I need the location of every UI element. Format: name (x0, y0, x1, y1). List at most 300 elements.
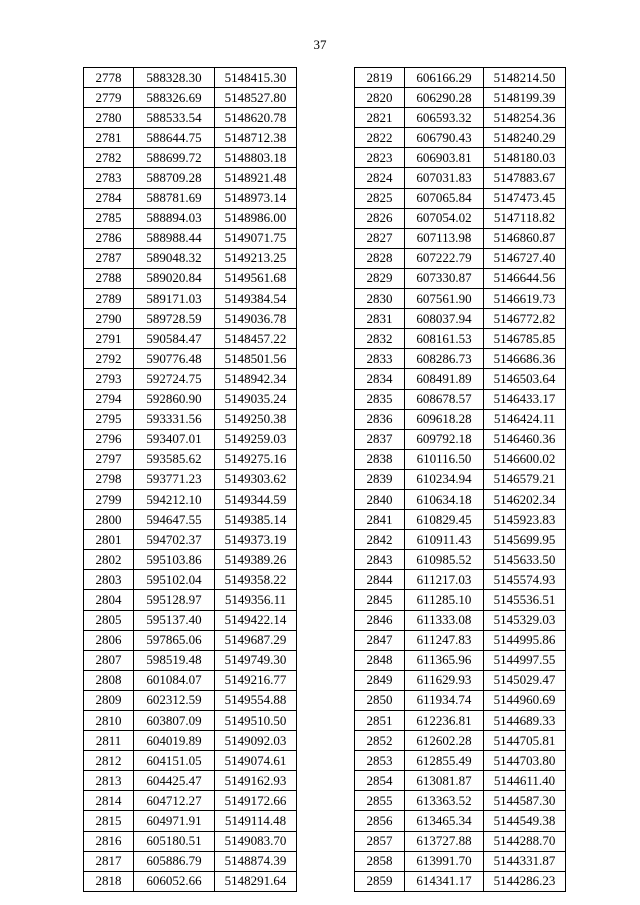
table-row (355, 851, 566, 871)
y-coordinate-cell: 5149162.93 (215, 771, 297, 791)
table-row (84, 670, 297, 690)
point-number-cell: 2796 (84, 429, 134, 449)
point-number-cell: 2844 (355, 570, 405, 590)
table-row (355, 389, 566, 409)
point-number-cell: 2829 (355, 268, 405, 288)
x-coordinate-cell: 590776.48 (134, 349, 215, 369)
table-row (84, 650, 297, 670)
y-coordinate-cell: 5148942.34 (215, 369, 297, 389)
point-number-cell: 2830 (355, 289, 405, 309)
point-number-cell: 2788 (84, 268, 134, 288)
table-row (355, 268, 566, 288)
table-row (84, 168, 297, 188)
x-coordinate-cell: 592860.90 (134, 389, 215, 409)
x-coordinate-cell: 588894.03 (134, 208, 215, 228)
table-row (84, 510, 297, 530)
y-coordinate-cell: 5148501.56 (215, 349, 297, 369)
x-coordinate-cell: 589171.03 (134, 289, 215, 309)
x-coordinate-cell: 602312.59 (134, 690, 215, 710)
y-coordinate-cell: 5148874.39 (215, 851, 297, 871)
table-row (355, 871, 566, 891)
point-number-cell: 2784 (84, 188, 134, 208)
table-row (355, 630, 566, 650)
y-coordinate-cell: 5148415.30 (215, 68, 297, 88)
x-coordinate-cell: 608286.73 (405, 349, 484, 369)
y-coordinate-cell: 5149071.75 (215, 228, 297, 248)
table-row (355, 469, 566, 489)
point-number-cell: 2857 (355, 831, 405, 851)
x-coordinate-cell: 608161.53 (405, 329, 484, 349)
x-coordinate-cell: 609792.18 (405, 429, 484, 449)
x-coordinate-cell: 611365.96 (405, 650, 484, 670)
y-coordinate-cell: 5145633.50 (484, 550, 566, 570)
table-row (355, 791, 566, 811)
x-coordinate-cell: 610911.43 (405, 530, 484, 550)
y-coordinate-cell: 5149358.22 (215, 570, 297, 590)
point-number-cell: 2822 (355, 128, 405, 148)
point-number-cell: 2834 (355, 369, 405, 389)
table-row (84, 449, 297, 469)
point-number-cell: 2802 (84, 550, 134, 570)
point-number-cell: 2824 (355, 168, 405, 188)
x-coordinate-cell: 607561.90 (405, 289, 484, 309)
x-coordinate-cell: 606903.81 (405, 148, 484, 168)
x-coordinate-cell: 611285.10 (405, 590, 484, 610)
point-number-cell: 2827 (355, 228, 405, 248)
y-coordinate-cell: 5144995.86 (484, 630, 566, 650)
y-coordinate-cell: 5146424.11 (484, 409, 566, 429)
point-number-cell: 2826 (355, 208, 405, 228)
x-coordinate-cell: 606593.32 (405, 108, 484, 128)
point-number-cell: 2823 (355, 148, 405, 168)
table-row (355, 309, 566, 329)
y-coordinate-cell: 5145574.93 (484, 570, 566, 590)
point-number-cell: 2854 (355, 771, 405, 791)
coordinates-table-left (83, 67, 297, 892)
x-coordinate-cell: 613465.34 (405, 811, 484, 831)
y-coordinate-cell: 5146644.56 (484, 268, 566, 288)
y-coordinate-cell: 5144705.81 (484, 731, 566, 751)
page-number: 37 (313, 37, 327, 52)
table-row (84, 88, 297, 108)
y-coordinate-cell: 5149356.11 (215, 590, 297, 610)
table-row (84, 309, 297, 329)
table-row (84, 289, 297, 309)
point-number-cell: 2789 (84, 289, 134, 309)
table-row (84, 751, 297, 771)
x-coordinate-cell: 588533.54 (134, 108, 215, 128)
point-number-cell: 2799 (84, 489, 134, 509)
x-coordinate-cell: 593771.23 (134, 469, 215, 489)
table-row (355, 510, 566, 530)
x-coordinate-cell: 605180.51 (134, 831, 215, 851)
point-number-cell: 2806 (84, 630, 134, 650)
table-row (84, 228, 297, 248)
x-coordinate-cell: 606290.28 (405, 88, 484, 108)
x-coordinate-cell: 593331.56 (134, 409, 215, 429)
table-row (355, 570, 566, 590)
y-coordinate-cell: 5144689.33 (484, 711, 566, 731)
table-row (84, 610, 297, 630)
y-coordinate-cell: 5149213.25 (215, 248, 297, 268)
point-number-cell: 2838 (355, 449, 405, 469)
table-row (355, 711, 566, 731)
y-coordinate-cell: 5146433.17 (484, 389, 566, 409)
point-number-cell: 2831 (355, 309, 405, 329)
y-coordinate-cell: 5148973.14 (215, 188, 297, 208)
table-row (355, 489, 566, 509)
point-number-cell: 2803 (84, 570, 134, 590)
table-row (355, 248, 566, 268)
x-coordinate-cell: 614341.17 (405, 871, 484, 891)
x-coordinate-cell: 609618.28 (405, 409, 484, 429)
table-row (84, 550, 297, 570)
y-coordinate-cell: 5149275.16 (215, 449, 297, 469)
point-number-cell: 2792 (84, 349, 134, 369)
x-coordinate-cell: 613081.87 (405, 771, 484, 791)
y-coordinate-cell: 5145699.95 (484, 530, 566, 550)
y-coordinate-cell: 5144549.38 (484, 811, 566, 831)
point-number-cell: 2805 (84, 610, 134, 630)
point-number-cell: 2845 (355, 590, 405, 610)
point-number-cell: 2790 (84, 309, 134, 329)
table-row (84, 429, 297, 449)
x-coordinate-cell: 610985.52 (405, 550, 484, 570)
point-number-cell: 2820 (355, 88, 405, 108)
point-number-cell: 2786 (84, 228, 134, 248)
point-number-cell: 2858 (355, 851, 405, 871)
x-coordinate-cell: 612236.81 (405, 711, 484, 731)
x-coordinate-cell: 607113.98 (405, 228, 484, 248)
y-coordinate-cell: 5144960.69 (484, 690, 566, 710)
point-number-cell: 2856 (355, 811, 405, 831)
point-number-cell: 2832 (355, 329, 405, 349)
x-coordinate-cell: 606166.29 (405, 68, 484, 88)
table-row (84, 469, 297, 489)
x-coordinate-cell: 610234.94 (405, 469, 484, 489)
x-coordinate-cell: 595137.40 (134, 610, 215, 630)
x-coordinate-cell: 611247.83 (405, 630, 484, 650)
y-coordinate-cell: 5149389.26 (215, 550, 297, 570)
table-row (355, 108, 566, 128)
table-row (355, 751, 566, 771)
point-number-cell: 2801 (84, 530, 134, 550)
x-coordinate-cell: 603807.09 (134, 711, 215, 731)
y-coordinate-cell: 5146619.73 (484, 289, 566, 309)
x-coordinate-cell: 588709.28 (134, 168, 215, 188)
x-coordinate-cell: 604151.05 (134, 751, 215, 771)
y-coordinate-cell: 5145923.83 (484, 510, 566, 530)
table-row (355, 208, 566, 228)
y-coordinate-cell: 5149422.14 (215, 610, 297, 630)
point-number-cell: 2785 (84, 208, 134, 228)
point-number-cell: 2848 (355, 650, 405, 670)
y-coordinate-cell: 5146860.87 (484, 228, 566, 248)
x-coordinate-cell: 607054.02 (405, 208, 484, 228)
x-coordinate-cell: 604712.27 (134, 791, 215, 811)
x-coordinate-cell: 593585.62 (134, 449, 215, 469)
table-row (355, 670, 566, 690)
table-row (84, 530, 297, 550)
x-coordinate-cell: 595102.04 (134, 570, 215, 590)
point-number-cell: 2812 (84, 751, 134, 771)
x-coordinate-cell: 588328.30 (134, 68, 215, 88)
x-coordinate-cell: 608491.89 (405, 369, 484, 389)
table-row (355, 831, 566, 851)
y-coordinate-cell: 5149074.61 (215, 751, 297, 771)
x-coordinate-cell: 604971.91 (134, 811, 215, 831)
x-coordinate-cell: 589048.32 (134, 248, 215, 268)
point-number-cell: 2783 (84, 168, 134, 188)
point-number-cell: 2841 (355, 510, 405, 530)
point-number-cell: 2859 (355, 871, 405, 891)
y-coordinate-cell: 5148254.36 (484, 108, 566, 128)
y-coordinate-cell: 5148620.78 (215, 108, 297, 128)
table-row (84, 409, 297, 429)
table-row (355, 449, 566, 469)
point-number-cell: 2815 (84, 811, 134, 831)
point-number-cell: 2847 (355, 630, 405, 650)
y-coordinate-cell: 5149036.78 (215, 309, 297, 329)
y-coordinate-cell: 5149384.54 (215, 289, 297, 309)
table-row (355, 349, 566, 369)
table-row (84, 268, 297, 288)
table-row (84, 248, 297, 268)
point-number-cell: 2782 (84, 148, 134, 168)
table-row (355, 289, 566, 309)
y-coordinate-cell: 5149561.68 (215, 268, 297, 288)
table-row (84, 871, 297, 891)
point-number-cell: 2849 (355, 670, 405, 690)
x-coordinate-cell: 604425.47 (134, 771, 215, 791)
x-coordinate-cell: 607031.83 (405, 168, 484, 188)
point-number-cell: 2804 (84, 590, 134, 610)
point-number-cell: 2846 (355, 610, 405, 630)
point-number-cell: 2779 (84, 88, 134, 108)
y-coordinate-cell: 5144331.87 (484, 851, 566, 871)
table-row (355, 188, 566, 208)
x-coordinate-cell: 593407.01 (134, 429, 215, 449)
point-number-cell: 2851 (355, 711, 405, 731)
table-row (84, 68, 297, 88)
table-row (355, 128, 566, 148)
x-coordinate-cell: 588644.75 (134, 128, 215, 148)
y-coordinate-cell: 5149303.62 (215, 469, 297, 489)
x-coordinate-cell: 607065.84 (405, 188, 484, 208)
point-number-cell: 2795 (84, 409, 134, 429)
y-coordinate-cell: 5148803.18 (215, 148, 297, 168)
table-row (84, 329, 297, 349)
y-coordinate-cell: 5147883.67 (484, 168, 566, 188)
y-coordinate-cell: 5147473.45 (484, 188, 566, 208)
x-coordinate-cell: 612855.49 (405, 751, 484, 771)
y-coordinate-cell: 5148527.80 (215, 88, 297, 108)
y-coordinate-cell: 5146772.82 (484, 309, 566, 329)
y-coordinate-cell: 5149749.30 (215, 650, 297, 670)
point-number-cell: 2825 (355, 188, 405, 208)
y-coordinate-cell: 5148199.39 (484, 88, 566, 108)
x-coordinate-cell: 594702.37 (134, 530, 215, 550)
x-coordinate-cell: 598519.48 (134, 650, 215, 670)
table-row (84, 851, 297, 871)
point-number-cell: 2837 (355, 429, 405, 449)
x-coordinate-cell: 588326.69 (134, 88, 215, 108)
table-row (84, 188, 297, 208)
table-row (84, 711, 297, 731)
point-number-cell: 2852 (355, 731, 405, 751)
table-row (84, 570, 297, 590)
y-coordinate-cell: 5149385.14 (215, 510, 297, 530)
x-coordinate-cell: 611934.74 (405, 690, 484, 710)
point-number-cell: 2780 (84, 108, 134, 128)
x-coordinate-cell: 592724.75 (134, 369, 215, 389)
x-coordinate-cell: 613727.88 (405, 831, 484, 851)
point-number-cell: 2797 (84, 449, 134, 469)
x-coordinate-cell: 594212.10 (134, 489, 215, 509)
table-row (84, 771, 297, 791)
x-coordinate-cell: 610116.50 (405, 449, 484, 469)
point-number-cell: 2842 (355, 530, 405, 550)
table-row (355, 409, 566, 429)
x-coordinate-cell: 607222.79 (405, 248, 484, 268)
table-row (355, 690, 566, 710)
point-number-cell: 2808 (84, 670, 134, 690)
table-row (355, 429, 566, 449)
y-coordinate-cell: 5145029.47 (484, 670, 566, 690)
y-coordinate-cell: 5148291.64 (215, 871, 297, 891)
y-coordinate-cell: 5148214.50 (484, 68, 566, 88)
x-coordinate-cell: 604019.89 (134, 731, 215, 751)
point-number-cell: 2817 (84, 851, 134, 871)
x-coordinate-cell: 594647.55 (134, 510, 215, 530)
table-row (355, 811, 566, 831)
y-coordinate-cell: 5149373.19 (215, 530, 297, 550)
x-coordinate-cell: 612602.28 (405, 731, 484, 751)
table-row (84, 630, 297, 650)
y-coordinate-cell: 5149092.03 (215, 731, 297, 751)
y-coordinate-cell: 5148180.03 (484, 148, 566, 168)
x-coordinate-cell: 601084.07 (134, 670, 215, 690)
x-coordinate-cell: 608037.94 (405, 309, 484, 329)
y-coordinate-cell: 5148712.38 (215, 128, 297, 148)
table-row (84, 811, 297, 831)
y-coordinate-cell: 5148986.00 (215, 208, 297, 228)
point-number-cell: 2791 (84, 329, 134, 349)
y-coordinate-cell: 5149216.77 (215, 670, 297, 690)
point-number-cell: 2839 (355, 469, 405, 489)
x-coordinate-cell: 588988.44 (134, 228, 215, 248)
table-row (84, 108, 297, 128)
y-coordinate-cell: 5149172.66 (215, 791, 297, 811)
table-row (355, 650, 566, 670)
table-row (355, 228, 566, 248)
point-number-cell: 2798 (84, 469, 134, 489)
y-coordinate-cell: 5149510.50 (215, 711, 297, 731)
table-row (355, 530, 566, 550)
y-coordinate-cell: 5149687.29 (215, 630, 297, 650)
table-row (84, 731, 297, 751)
table-row (84, 690, 297, 710)
x-coordinate-cell: 589020.84 (134, 268, 215, 288)
y-coordinate-cell: 5146785.85 (484, 329, 566, 349)
x-coordinate-cell: 590584.47 (134, 329, 215, 349)
x-coordinate-cell: 605886.79 (134, 851, 215, 871)
y-coordinate-cell: 5149114.48 (215, 811, 297, 831)
table-row (84, 489, 297, 509)
table-row (84, 590, 297, 610)
y-coordinate-cell: 5146686.36 (484, 349, 566, 369)
y-coordinate-cell: 5146202.34 (484, 489, 566, 509)
y-coordinate-cell: 5149250.38 (215, 409, 297, 429)
y-coordinate-cell: 5144286.23 (484, 871, 566, 891)
point-number-cell: 2821 (355, 108, 405, 128)
y-coordinate-cell: 5148457.22 (215, 329, 297, 349)
x-coordinate-cell: 610829.45 (405, 510, 484, 530)
point-number-cell: 2853 (355, 751, 405, 771)
point-number-cell: 2835 (355, 389, 405, 409)
x-coordinate-cell: 597865.06 (134, 630, 215, 650)
point-number-cell: 2843 (355, 550, 405, 570)
y-coordinate-cell: 5147118.82 (484, 208, 566, 228)
y-coordinate-cell: 5148240.29 (484, 128, 566, 148)
table-row (84, 791, 297, 811)
y-coordinate-cell: 5145536.51 (484, 590, 566, 610)
y-coordinate-cell: 5146503.64 (484, 369, 566, 389)
point-number-cell: 2810 (84, 711, 134, 731)
table-row (84, 349, 297, 369)
y-coordinate-cell: 5146460.36 (484, 429, 566, 449)
point-number-cell: 2787 (84, 248, 134, 268)
y-coordinate-cell: 5145329.03 (484, 610, 566, 630)
x-coordinate-cell: 611333.08 (405, 610, 484, 630)
point-number-cell: 2781 (84, 128, 134, 148)
y-coordinate-cell: 5146579.21 (484, 469, 566, 489)
x-coordinate-cell: 588781.69 (134, 188, 215, 208)
x-coordinate-cell: 589728.59 (134, 309, 215, 329)
table-row (84, 128, 297, 148)
table-row (355, 369, 566, 389)
x-coordinate-cell: 607330.87 (405, 268, 484, 288)
y-coordinate-cell: 5146600.02 (484, 449, 566, 469)
table-row (355, 550, 566, 570)
x-coordinate-cell: 608678.57 (405, 389, 484, 409)
point-number-cell: 2828 (355, 248, 405, 268)
point-number-cell: 2833 (355, 349, 405, 369)
y-coordinate-cell: 5144288.70 (484, 831, 566, 851)
y-coordinate-cell: 5144703.80 (484, 751, 566, 771)
point-number-cell: 2816 (84, 831, 134, 851)
point-number-cell: 2807 (84, 650, 134, 670)
point-number-cell: 2850 (355, 690, 405, 710)
point-number-cell: 2793 (84, 369, 134, 389)
table-row (355, 148, 566, 168)
x-coordinate-cell: 613363.52 (405, 791, 484, 811)
table-row (355, 168, 566, 188)
x-coordinate-cell: 606790.43 (405, 128, 484, 148)
table-row (84, 208, 297, 228)
x-coordinate-cell: 611217.03 (405, 570, 484, 590)
table-row (355, 88, 566, 108)
y-coordinate-cell: 5149554.88 (215, 690, 297, 710)
y-coordinate-cell: 5149035.24 (215, 389, 297, 409)
point-number-cell: 2840 (355, 489, 405, 509)
table-row (355, 610, 566, 630)
table-row (84, 369, 297, 389)
table-row (355, 329, 566, 349)
x-coordinate-cell: 611629.93 (405, 670, 484, 690)
y-coordinate-cell: 5144611.40 (484, 771, 566, 791)
table-row (84, 389, 297, 409)
